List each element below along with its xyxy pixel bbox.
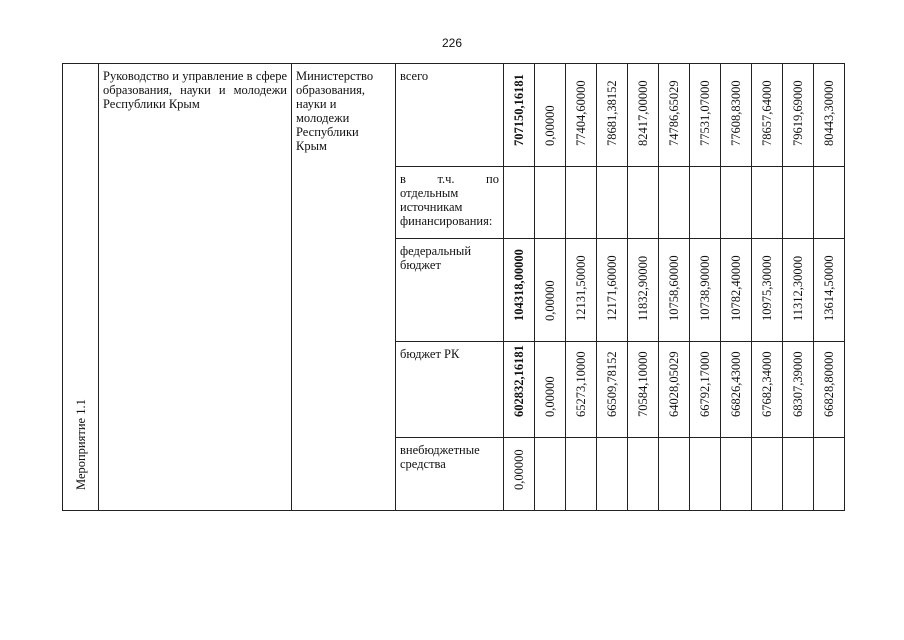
value-cell bbox=[721, 64, 752, 167]
value-cell bbox=[752, 342, 783, 438]
year-value: 77531,07000 bbox=[698, 80, 712, 146]
year-value: 0,00000 bbox=[543, 280, 557, 321]
year-value: 66828,80000 bbox=[822, 351, 836, 417]
year-value: 66792,17000 bbox=[698, 351, 712, 417]
year-value: 77404,60000 bbox=[574, 80, 588, 146]
value-cell bbox=[783, 167, 814, 239]
value-cell bbox=[752, 64, 783, 167]
total-value: 104318,00000 bbox=[512, 249, 526, 321]
value-cell bbox=[814, 438, 845, 511]
year-value: 11312,30000 bbox=[791, 255, 805, 321]
year-value: 10738,90000 bbox=[698, 255, 712, 321]
value-cell bbox=[566, 342, 597, 438]
funding-source: в т.ч. по отдельным источникам финансирования: bbox=[400, 172, 499, 228]
value-cell bbox=[566, 64, 597, 167]
page-number: 226 bbox=[441, 36, 463, 50]
table-row bbox=[63, 64, 845, 167]
value-cell bbox=[597, 64, 628, 167]
value-cell bbox=[628, 64, 659, 167]
value-cell bbox=[752, 167, 783, 239]
year-value: 10758,60000 bbox=[667, 255, 681, 321]
event-label: Мероприятие 1.1 bbox=[73, 399, 88, 490]
year-value: 12131,50000 bbox=[574, 255, 588, 321]
value-cell bbox=[752, 239, 783, 342]
value-cell bbox=[690, 167, 721, 239]
year-value: 0,00000 bbox=[543, 376, 557, 417]
funding-source: внебюджетные средства bbox=[400, 443, 480, 471]
funding-source-cell bbox=[396, 167, 504, 239]
value-cell bbox=[752, 438, 783, 511]
year-value: 10782,40000 bbox=[729, 255, 743, 321]
organization-cell bbox=[292, 64, 396, 511]
value-cell bbox=[628, 167, 659, 239]
value-cell bbox=[783, 64, 814, 167]
value-cell bbox=[504, 64, 535, 167]
funding-source: бюджет РК bbox=[400, 347, 460, 361]
value-cell bbox=[504, 342, 535, 438]
value-cell bbox=[597, 342, 628, 438]
value-cell bbox=[566, 239, 597, 342]
total-value: 0,00000 bbox=[512, 449, 526, 490]
year-value: 11832,90000 bbox=[636, 255, 650, 321]
year-value: 77608,83000 bbox=[729, 80, 743, 146]
activity-name-cell bbox=[99, 64, 292, 511]
year-value: 66826,43000 bbox=[729, 351, 743, 417]
value-cell bbox=[597, 167, 628, 239]
value-cell bbox=[814, 64, 845, 167]
funding-source: всего bbox=[400, 69, 429, 83]
value-cell bbox=[721, 167, 752, 239]
value-cell bbox=[628, 438, 659, 511]
value-cell bbox=[504, 239, 535, 342]
funding-source-cell bbox=[396, 438, 504, 511]
value-cell bbox=[659, 438, 690, 511]
value-cell bbox=[566, 167, 597, 239]
value-cell bbox=[690, 342, 721, 438]
value-cell bbox=[535, 438, 566, 511]
value-cell bbox=[566, 438, 597, 511]
funding-source: федеральный бюджет bbox=[400, 244, 472, 272]
organization-name: Министерство образования, науки и молодежи Республики Крым bbox=[296, 69, 374, 153]
value-cell bbox=[535, 239, 566, 342]
funding-source-cell bbox=[396, 64, 504, 167]
year-value: 74786,65029 bbox=[667, 80, 681, 146]
value-cell bbox=[814, 167, 845, 239]
year-value: 67682,34000 bbox=[760, 351, 774, 417]
funding-source-cell bbox=[396, 239, 504, 342]
value-cell bbox=[659, 167, 690, 239]
year-value: 79619,69000 bbox=[791, 80, 805, 146]
year-value: 82417,00000 bbox=[636, 80, 650, 146]
value-cell bbox=[597, 438, 628, 511]
year-value: 10975,30000 bbox=[760, 255, 774, 321]
value-cell bbox=[504, 167, 535, 239]
year-value: 78681,38152 bbox=[605, 80, 619, 146]
year-value: 12171,60000 bbox=[605, 255, 619, 321]
activity-name: Руководство и управление в сфере образования, науки и молодежи Республики Крым bbox=[103, 69, 287, 111]
value-cell bbox=[783, 438, 814, 511]
value-cell bbox=[690, 438, 721, 511]
value-cell bbox=[814, 342, 845, 438]
total-value: 707150,16181 bbox=[512, 74, 526, 146]
value-cell bbox=[690, 64, 721, 167]
value-cell bbox=[783, 342, 814, 438]
value-cell bbox=[628, 239, 659, 342]
year-value: 80443,30000 bbox=[822, 80, 836, 146]
value-cell bbox=[721, 239, 752, 342]
value-cell bbox=[535, 64, 566, 167]
year-value: 78657,64000 bbox=[760, 80, 774, 146]
year-value: 64028,05029 bbox=[667, 351, 681, 417]
value-cell bbox=[721, 342, 752, 438]
value-cell bbox=[597, 239, 628, 342]
budget-table bbox=[62, 63, 845, 511]
total-value: 602832,16181 bbox=[512, 345, 526, 417]
value-cell bbox=[659, 64, 690, 167]
value-cell bbox=[814, 239, 845, 342]
value-cell bbox=[628, 342, 659, 438]
value-cell bbox=[659, 342, 690, 438]
year-value: 65273,10000 bbox=[574, 351, 588, 417]
value-cell bbox=[783, 239, 814, 342]
value-cell bbox=[690, 239, 721, 342]
year-value: 13614,50000 bbox=[822, 255, 836, 321]
year-value: 68307,39000 bbox=[791, 351, 805, 417]
funding-source-cell bbox=[396, 342, 504, 438]
year-value: 70584,10000 bbox=[636, 351, 650, 417]
year-value: 0,00000 bbox=[543, 105, 557, 146]
value-cell bbox=[721, 438, 752, 511]
value-cell bbox=[659, 239, 690, 342]
value-cell bbox=[504, 438, 535, 511]
event-cell bbox=[63, 64, 99, 511]
year-value: 66509,78152 bbox=[605, 351, 619, 417]
value-cell bbox=[535, 342, 566, 438]
value-cell bbox=[535, 167, 566, 239]
